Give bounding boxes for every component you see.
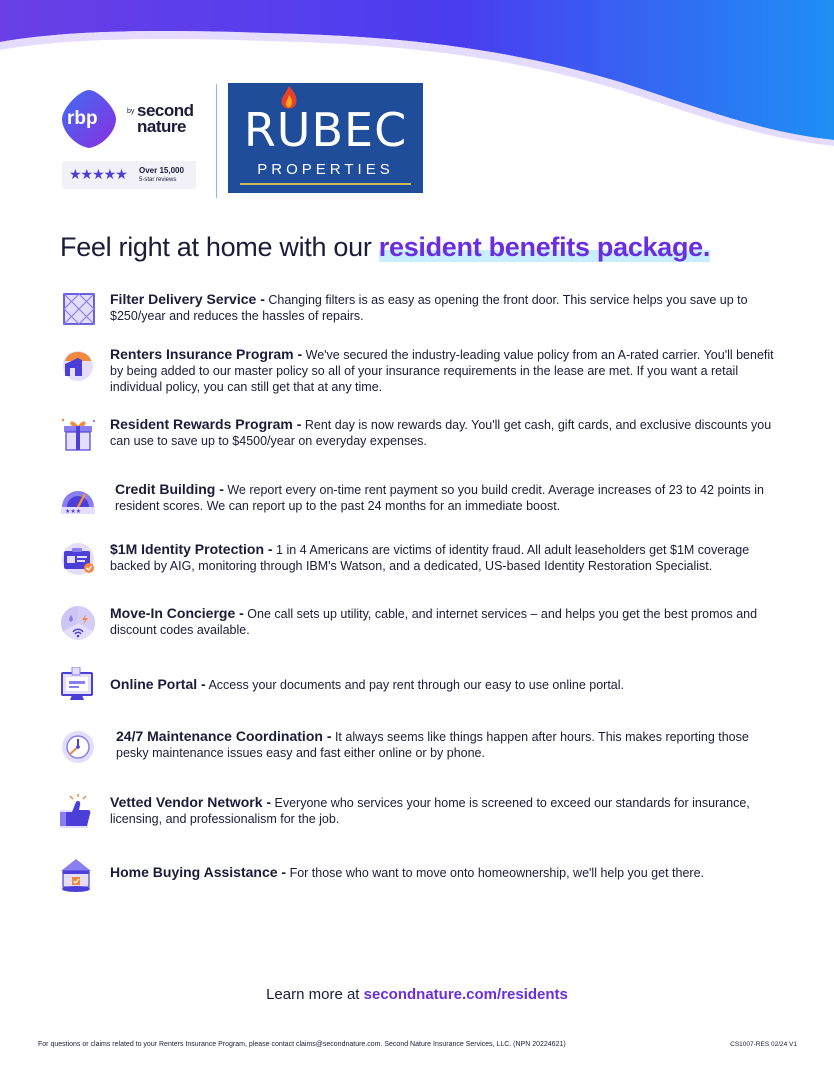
benefit-body: Changing filters is as easy as opening the front door. This service helps you save up to $250/year and reduces the hassles of repairs. — [110, 293, 748, 323]
rubec-properties-logo — [228, 83, 423, 193]
benefit-body: Access your documents and pay rent through our easy to use online portal. — [205, 678, 624, 692]
reviews-count: Over 15,000 — [139, 166, 184, 175]
benefit-text — [110, 416, 778, 449]
benefit-body: 1 in 4 Americans are victims of identity fraud. All adult leaseholders get $1M coverage backed by AIG, monitoring through IBM's Watson, and a dedicated, US-based Identity Restoration Specialist. — [110, 543, 750, 573]
rubec-underline — [240, 183, 411, 185]
benefit-title: Vetted Vendor Network - — [110, 794, 272, 810]
brand-nature: nature — [137, 117, 186, 136]
benefit-body: It always seems like things happen after hours. This makes reporting those pesky maintenance issues easy and fast either online or by phone. — [116, 730, 749, 760]
logo-divider — [216, 84, 217, 198]
benefit-title: Move-In Concierge - — [110, 605, 244, 621]
benefit-body: We've secured the industry-leading value policy from an A-rated carrier. You'll benefit by being added to our master policy so all of your insurance requirements in the lease are met. If you want a retail individual policy, you can still get that at any time. — [110, 348, 774, 394]
clock-icon — [58, 728, 98, 764]
credit-gauge-icon — [58, 481, 98, 517]
benefit-body: Everyone who services your home is screened to exceed our standards for insurance, licensing, and professionalism for the job. — [110, 796, 750, 826]
star-rating-icon: ★★★★★ — [69, 166, 127, 182]
benefit-title: Resident Rewards Program - — [110, 416, 302, 432]
benefit-text — [116, 728, 784, 761]
monitor-icon — [58, 667, 98, 703]
benefit-text — [110, 541, 778, 574]
thumbs-up-icon — [58, 794, 98, 830]
headline-highlight: resident benefits package. — [378, 232, 711, 262]
benefit-title: 24/7 Maintenance Coordination - — [116, 728, 332, 744]
learn-more-line — [0, 986, 834, 1003]
reviews-label: 5-star reviews — [139, 177, 177, 183]
residents-link[interactable]: secondnature.com/residents — [363, 986, 568, 1003]
benefit-title: Renters Insurance Program - — [110, 346, 303, 362]
benefit-title: Home Buying Assistance - — [110, 864, 287, 880]
benefit-body: For those who want to move onto homeownership, we'll help you get there. — [286, 866, 704, 880]
benefit-title: Filter Delivery Service - — [110, 291, 265, 307]
benefit-body: We report every on-time rent payment so you build credit. Average increases of 23 to 42 points in resident scores. We can report up to the past 24 months for an immediate boost. — [115, 483, 764, 513]
umbrella-house-icon — [58, 346, 98, 382]
reviews-badge — [62, 161, 196, 189]
brand-by: by — [127, 108, 135, 115]
benefit-text — [110, 291, 778, 324]
rbp-badge-text: rbp — [67, 108, 98, 129]
benefit-text — [110, 346, 778, 395]
benefit-text — [110, 864, 778, 881]
benefit-title: Online Portal - — [110, 676, 206, 692]
home-buying-icon — [58, 857, 98, 893]
gift-icon — [58, 416, 98, 452]
benefit-title: $1M Identity Protection - — [110, 541, 273, 557]
rubec-wordmark: RUBEC — [243, 103, 408, 157]
filter-icon — [58, 291, 98, 327]
rubec-subtitle: PROPERTIES — [257, 161, 394, 178]
benefit-text — [110, 605, 778, 638]
benefit-body: Rent day is now rewards day. You'll get cash, gift cards, and exclusive discounts you can use to save up to $4500/year on everyday expenses. — [110, 418, 772, 448]
brand-second: second — [137, 101, 194, 120]
utilities-icon — [58, 605, 98, 641]
benefit-text — [115, 481, 783, 514]
id-card-icon — [58, 541, 98, 577]
svg-text:★★★: ★★★ — [65, 508, 82, 515]
headline-lead: Feel right at home with our — [60, 232, 379, 262]
benefit-body: One call sets up utility, cable, and internet services – and helps you get the best promos and discount codes available. — [110, 607, 758, 637]
benefit-text — [110, 676, 778, 693]
benefit-title: Credit Building - — [115, 481, 224, 497]
learn-more-lead: Learn more at — [266, 986, 364, 1003]
document-code: CS1007-RES 02/24 V1 — [730, 1041, 797, 1048]
benefit-text — [110, 794, 778, 827]
page-headline — [60, 229, 820, 265]
footer-disclaimer: For questions or claims related to your Renters Insurance Program, please contact claims@secondnature.com. Second Nature Insurance Services, LLC. (NPN 20224621) — [38, 1041, 566, 1048]
